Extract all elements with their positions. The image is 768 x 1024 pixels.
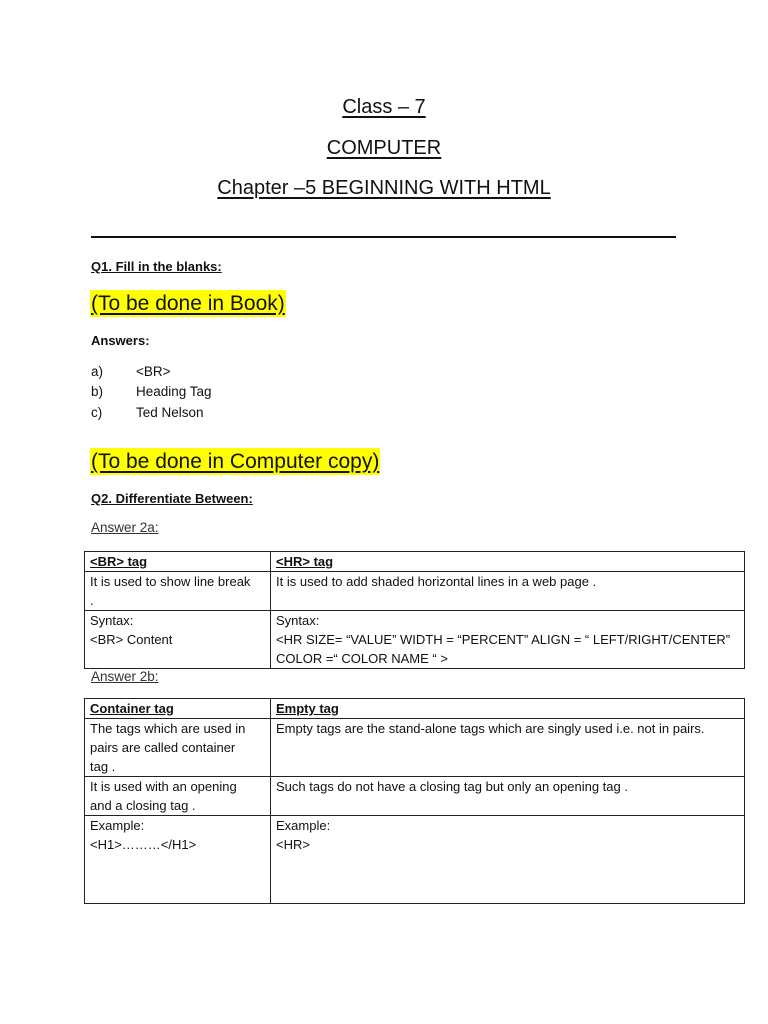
cell-line: .: [90, 593, 94, 608]
table-row: [85, 572, 745, 611]
cell-line: pairs are called container: [90, 740, 236, 755]
answer-letter: c): [91, 405, 103, 420]
class-title: Class – 7: [342, 96, 426, 118]
answer-2a-table: [84, 551, 745, 669]
table-header-row: [85, 699, 745, 719]
table-header-cell: Empty tag: [271, 699, 745, 719]
answer-item: [91, 384, 212, 399]
table-row: [85, 719, 745, 777]
subject-title: COMPUTER: [326, 137, 442, 159]
table-cell: [85, 816, 271, 904]
table-header-cell: <HR> tag: [271, 552, 745, 572]
answer-2b-label: Answer 2b:: [91, 669, 159, 684]
cell-line: Such tags do not have a closing tag but only an opening tag .: [276, 779, 628, 794]
cell-line: <BR> Content: [90, 632, 173, 647]
table-cell: [85, 572, 271, 611]
cell-line: Empty tags are the stand-alone tags which are singly used i.e. not in pairs.: [276, 721, 705, 736]
divider-line: [91, 236, 676, 238]
cell-line: Example:: [90, 818, 145, 833]
cell-line: Syntax:: [90, 613, 134, 628]
cell-line: <H1>………</H1>: [90, 837, 197, 852]
table-cell: [271, 611, 745, 669]
cell-line: It is used to add shaded horizontal lines in a web page .: [276, 574, 597, 589]
table-header-cell: <BR> tag: [85, 552, 271, 572]
table-cell: [85, 611, 271, 669]
cell-line: <HR>: [276, 837, 310, 852]
cell-line: Syntax:: [276, 613, 320, 628]
table-cell: [271, 816, 745, 904]
answer-letter: b): [91, 384, 104, 399]
table-header-row: [85, 552, 745, 572]
answer-item: [91, 364, 171, 379]
q1-heading: Q1. Fill in the blanks:: [91, 259, 222, 274]
table-row: [85, 816, 745, 904]
q2-instruction-highlight: (To be done in Computer copy): [91, 450, 380, 473]
q2-heading: Q2. Differentiate Between:: [91, 491, 253, 506]
cell-line: tag .: [90, 759, 116, 774]
answer-text: <BR>: [136, 364, 171, 379]
answer-2b-table: [84, 698, 745, 904]
cell-line: It is used to show line break: [90, 574, 251, 589]
cell-line: COLOR =“ COLOR NAME “ >: [276, 651, 448, 666]
table-cell: [271, 719, 745, 777]
answer-item: [91, 405, 204, 420]
table-row: [85, 611, 745, 669]
cell-line: It is used with an opening: [90, 779, 237, 794]
answers-label: Answers:: [91, 333, 150, 348]
q1-instruction-highlight: (To be done in Book): [91, 292, 285, 315]
table-header-cell: Container tag: [85, 699, 271, 719]
answer-text: Ted Nelson: [136, 405, 204, 420]
answer-2a-label: Answer 2a:: [91, 520, 159, 535]
table-cell: [85, 777, 271, 816]
answer-letter: a): [91, 364, 104, 379]
chapter-title: Chapter –5 BEGINNING WITH HTML: [217, 177, 551, 199]
table-row: [85, 777, 745, 816]
table-cell: [85, 719, 271, 777]
cell-line: and a closing tag .: [90, 798, 196, 813]
table-cell: [271, 572, 745, 611]
cell-line: Example:: [276, 818, 331, 833]
cell-line: The tags which are used in: [90, 721, 246, 736]
table-cell: [271, 777, 745, 816]
answer-text: Heading Tag: [136, 384, 212, 399]
cell-line: <HR SIZE= “VALUE” WIDTH = “PERCENT” ALIGN = “ LEFT/RIGHT/CENTER”: [276, 632, 731, 647]
